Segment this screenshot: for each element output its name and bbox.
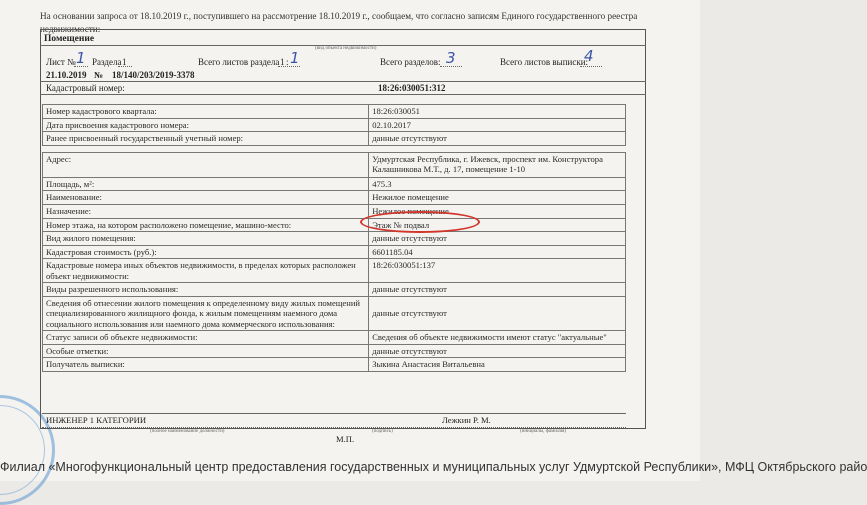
table-row: [43, 245, 626, 259]
total-section-sheets-printed: 1: [280, 57, 285, 67]
table-row: [43, 358, 626, 372]
total-sheets-handwritten: 4: [584, 47, 594, 65]
table-row: [43, 204, 626, 218]
row-label: Кадастровая стоимость (руб.):: [43, 245, 369, 259]
table-row: [43, 177, 626, 191]
row-label: Вид жилого помещения:: [43, 232, 369, 246]
row-value: Удмуртская Республика, г. Ижевск, проспект им. Конструктора Калашникова М.Т., д. 17, помещение 1-10: [369, 152, 626, 177]
row-label: Кадастровые номера иных объектов недвижимости, в пределах которых расположен объект недвижимости:: [43, 259, 369, 283]
total-sections-handwritten: 3: [446, 49, 456, 67]
row-label: Сведения об отнесении жилого помещения к определенному виду жилых помещений специализированного жилищного фонда, к жилым помещениям наемного дома социального использования или наемного дома коммерческого использования:: [43, 296, 369, 331]
caption-signature: (подпись): [372, 429, 393, 434]
row-value: данные отсутствуют: [369, 296, 626, 331]
statement-number: 18/140/203/2019-3378: [112, 70, 195, 80]
signature-line: [42, 427, 626, 428]
row-value: Нежилое помещение: [369, 191, 626, 205]
table-spacer: [43, 145, 626, 152]
property-details-table: [42, 104, 626, 372]
divider: [42, 413, 626, 414]
row-label: Номер этажа, на котором расположено помещение, машино-место:: [43, 218, 369, 232]
table-row: [43, 218, 626, 232]
row-label: Виды разрешенного использования:: [43, 283, 369, 297]
row-value: данные отсутствуют: [369, 232, 626, 246]
object-type-caption: (вид объекта недвижимости): [315, 46, 377, 51]
row-value: 18:26:030051:137: [369, 259, 626, 283]
underline: [440, 66, 462, 67]
table-row: [43, 105, 626, 119]
table-row: [43, 118, 626, 132]
row-label: Площадь, м²:: [43, 177, 369, 191]
total-sheets-label: Всего листов выписки:: [500, 57, 589, 67]
row-value: 02.10.2017: [369, 118, 626, 132]
section-number: 1: [122, 57, 127, 67]
signer-position: ИНЖЕНЕР 1 КАТЕГОРИИ: [46, 415, 147, 425]
divider: [40, 81, 646, 82]
cadastral-number-label: Кадастровый номер:: [46, 83, 125, 93]
signer-name: Лежкин Р. М.: [442, 415, 491, 425]
statement-number-label: №: [94, 70, 104, 80]
underline: [278, 66, 300, 67]
row-value: 6601185.04: [369, 245, 626, 259]
row-value: данные отсутствуют: [369, 283, 626, 297]
row-value: данные отсутствуют: [369, 132, 626, 146]
row-value: 475.3: [369, 177, 626, 191]
table-row: [43, 132, 626, 146]
table-row: [43, 331, 626, 345]
total-section-sheets-label: Всего листов раздела: [198, 57, 280, 67]
row-value: 18:26:030051: [369, 105, 626, 119]
row-label: Ранее присвоенный государственный учетный номер:: [43, 132, 369, 146]
row-value: Этаж № подвал: [369, 218, 626, 232]
row-value: Сведения об объекте недвижимости имеют статус "актуальные": [369, 331, 626, 345]
sheet-label: Лист №: [46, 57, 76, 67]
row-label: Адрес:: [43, 152, 369, 177]
cadastral-number-value: 18:26:030051:312: [378, 83, 446, 93]
row-label: Дата присвоения кадастрового номера:: [43, 118, 369, 132]
row-value: данные отсутствуют: [369, 344, 626, 358]
divider: [40, 94, 646, 95]
underline: [118, 66, 132, 67]
table-row: [43, 259, 626, 283]
caption-name: (инициалы, фамилия): [520, 429, 567, 434]
table-row: [43, 152, 626, 177]
table-row: [43, 232, 626, 246]
total-sections-label: Всего разделов:: [380, 57, 441, 67]
row-label: Наименование:: [43, 191, 369, 205]
spacer-cell: [43, 145, 626, 152]
total-section-sheets-handwritten: 1: [290, 49, 300, 67]
row-value: Нежилое помещение: [369, 204, 626, 218]
row-value: Зыкина Анастасия Витальевна: [369, 358, 626, 372]
section-title: Помещение: [44, 34, 95, 44]
section-label: Раздела: [92, 57, 122, 67]
mp-label: М.П.: [336, 434, 355, 444]
mfc-stamp-text: Филиал «Многофункциональный центр предоставления государственных и муниципальных услуг Удмуртской Республики», МФЦ Октябрьского райо: [0, 460, 867, 474]
row-label: Назначение:: [43, 204, 369, 218]
intro-text: На основании запроса от 18.10.2019 г., поступившего на рассмотрение 18.10.2019 г., сообщаем, что согласно записям Единого государственного реестра недвижимости:: [40, 11, 638, 34]
underline: [74, 66, 88, 67]
colon: :: [286, 57, 289, 67]
table-row: [43, 283, 626, 297]
table-row: [43, 344, 626, 358]
row-label: Особые отметки:: [43, 344, 369, 358]
table-row: [43, 191, 626, 205]
underline: [580, 66, 602, 67]
statement-date: 21.10.2019: [46, 70, 87, 80]
table-row: [43, 296, 626, 331]
row-label: Статус записи об объекте недвижимости:: [43, 331, 369, 345]
row-label: Номер кадастрового квартала:: [43, 105, 369, 119]
highlight-circle: [360, 211, 480, 233]
sheet-number-handwritten: 1: [76, 49, 86, 67]
caption-position: (полное наименование должности): [150, 429, 225, 434]
row-label: Получатель выписки:: [43, 358, 369, 372]
